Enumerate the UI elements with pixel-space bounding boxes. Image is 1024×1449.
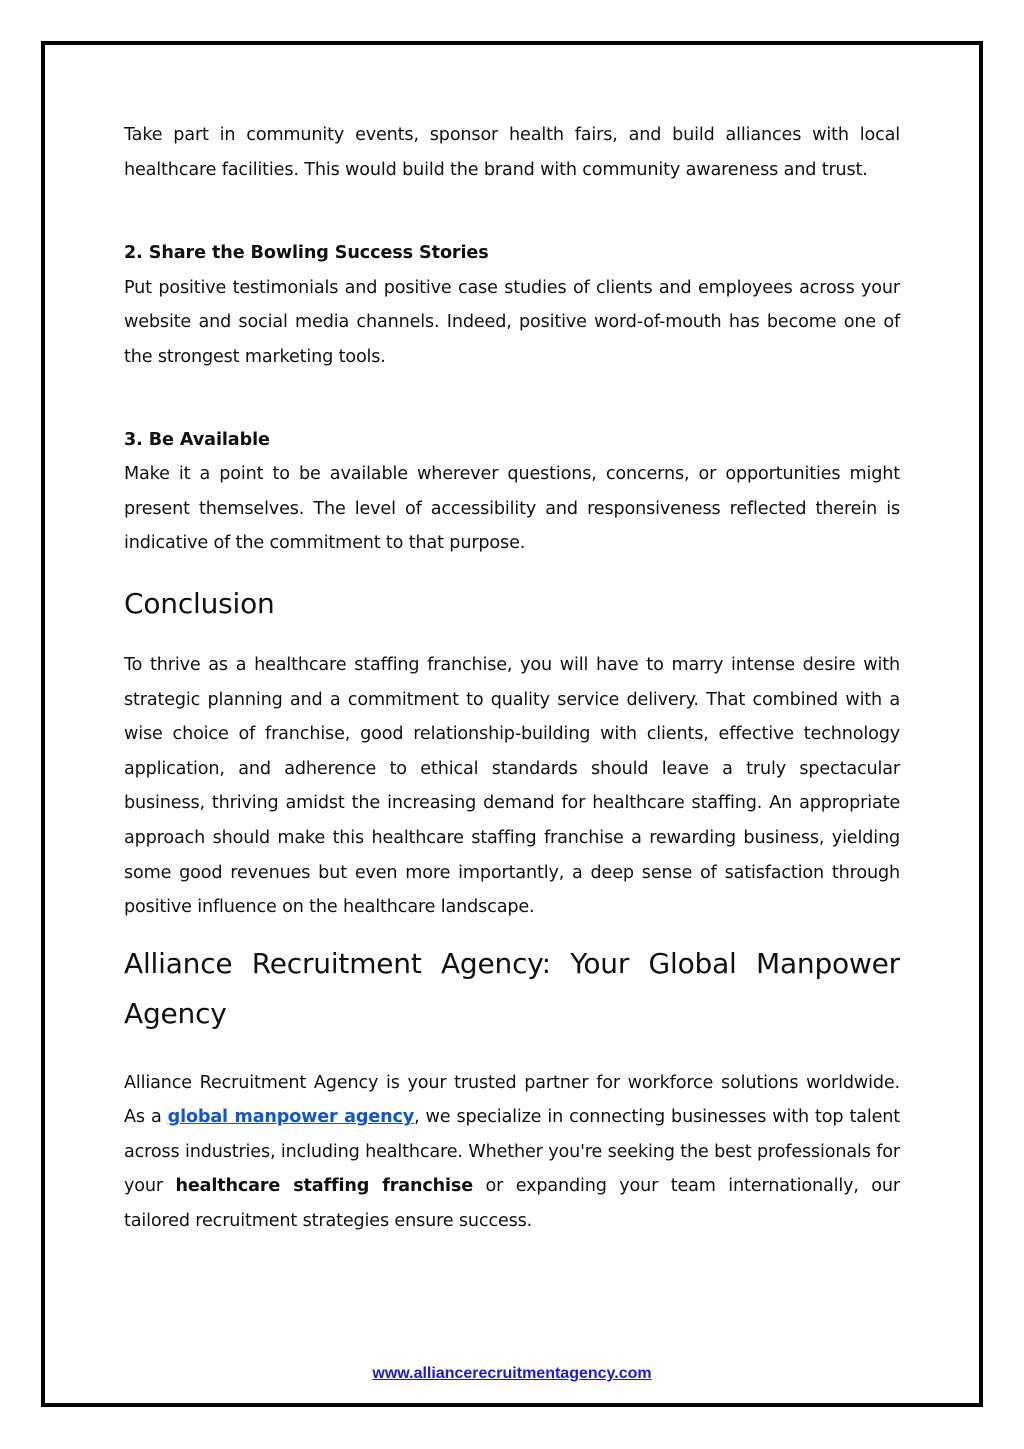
document-content: [124, 118, 900, 1239]
section-2-paragraph: Put positive testimonials and positive case studies of clients and employees across your website and social media channels. Indeed, positive word-of-mouth has become one of the strongest marketing tools.: [124, 277, 900, 367]
page-footer: [0, 1365, 1024, 1383]
section-2-heading: 2. Share the Bowling Success Stories: [124, 243, 489, 264]
agency-text-part-1: Alliance Recruitment Agency is your trusted partner for workforce solutions worldwide. As a: [124, 1072, 900, 1128]
agency-paragraph: [124, 1066, 900, 1239]
section-3-paragraph: Make it a point to be available wherever questions, concerns, or opportunities might present themselves. The level of accessibility and responsiveness reflected therein is indicative of the commitment to that purpose.: [124, 464, 900, 554]
conclusion-paragraph: To thrive as a healthcare staffing franchise, you will have to marry intense desire with strategic planning and a commitment to quality service delivery. That combined with a wise choice of franchise, good relationship-building with clients, effective technology application, and adherence to ethical standards should leave a truly spectacular business, thriving amidst the increasing demand for healthcare staffing. An appropriate approach should make this healthcare staffing franchise a rewarding business, yielding some good revenues but even more importantly, a deep sense of satisfaction through positive influence on the healthcare landscape.: [124, 654, 900, 918]
agency-text-part-3: or expanding your team internationally, our tailored recruitment strategies ensure success.: [124, 1176, 900, 1232]
global-manpower-agency-link[interactable]: global manpower agency: [167, 1107, 415, 1128]
healthcare-staffing-franchise-bold: healthcare staffing franchise: [175, 1176, 474, 1197]
footer-website-link[interactable]: www.alliancerecruitmentagency.com: [372, 1365, 652, 1382]
intro-paragraph: Take part in community events, sponsor health fairs, and build alliances with local healthcare facilities. This would build the brand with community awareness and trust.: [124, 125, 900, 180]
section-3-heading: 3. Be Available: [124, 429, 270, 450]
agency-heading: Alliance Recruitment Agency: Your Global Manpower Agency: [124, 946, 900, 1030]
conclusion-heading: Conclusion: [124, 586, 275, 620]
agency-text-part-2: , we specialize in connecting businesses with top talent across industries, including healthcare. Whether you're seeking the best professionals for your: [124, 1107, 900, 1197]
